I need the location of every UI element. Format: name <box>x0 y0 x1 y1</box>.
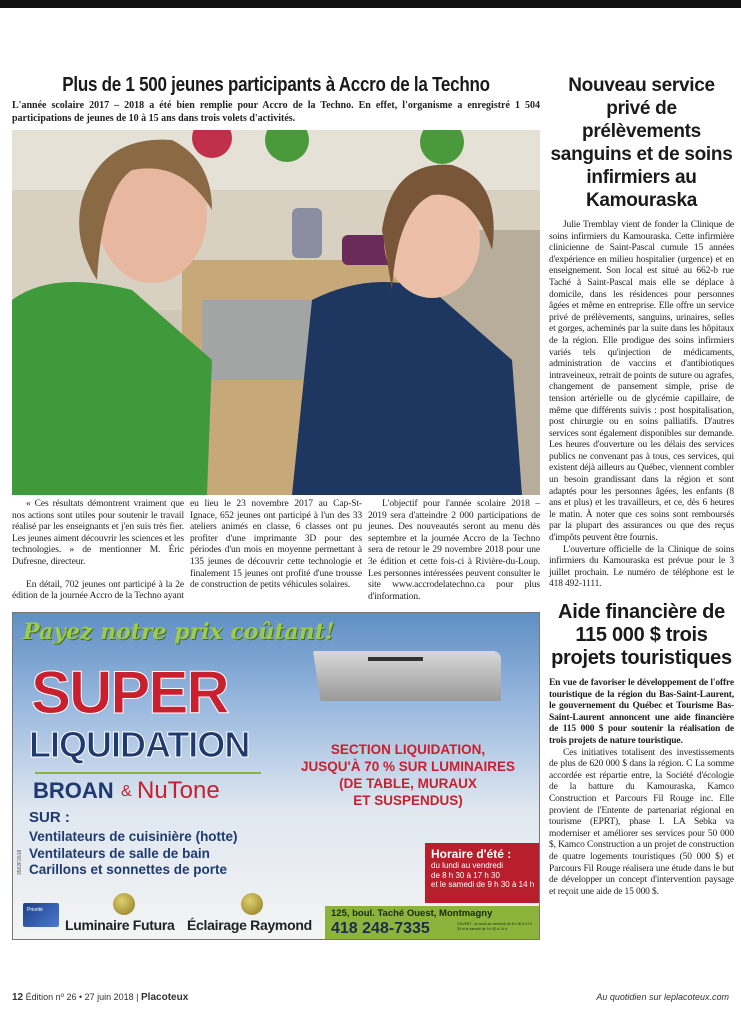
section-line: JUSQU'À 70 % SUR LUMINAIRES <box>301 759 515 774</box>
priority-card-icon: Priorité <box>23 903 59 927</box>
ad-super: SUPER <box>31 659 228 726</box>
headline-tourism: Aide financière de 115 000 $ trois projets touristiques <box>551 601 732 669</box>
address-box <box>325 906 540 940</box>
tourism-article-body <box>549 678 734 898</box>
article-photo <box>12 130 540 495</box>
page-number: 12 <box>12 992 24 1003</box>
paragraph: Julie Tremblay vient de fonder la Clinique de soins infirmiers du Kamouraska. Cette infirmière clinicienne de Saint-Pascal cumule 15 années d'expérience en milieu hospitalier (urgence) et en enseignement. Son local est situé au 662-b rue Taché à Saint-Pascal mais elle se déplace à domicile, dans les résidences pour personnes âgées et même en entreprise. Elle offre un service privé de prélèvements, sanguins, urinaires, selles et gorges, acheminés par la suite dans les hôpitaux de la région. Elle prodigue des soins infirmiers variés tels qu'injection de médicaments, administration de vaccins et d'antibiotiques intraveineux, retrait de points de suture ou agrafes, changement de pansement simple, prise de tension artérielle ou de glycémie capillaire, de même que différents suivis : post hospitalisation, post chirurgie ou en soins palliatifs. D'autres services sont également disponibles sur demande. Les heures d'ouverture ou les délais des services publics ne convenant pas à tous, ces services, qui existent déjà ailleurs au Québec, viennent combler un besoin grandissant dans la région et sont adaptés pour les personnes âgées, les enfants (8 ans et plus) et les travailleurs, et ce, dès 6 heures le matin. À noter que ces soins sont remboursés par la plupart des assurances ou que des reçus d'impôts peuvent être fournis. <box>549 220 734 544</box>
hood-control-panel <box>368 657 423 661</box>
main-column-3 <box>368 499 540 603</box>
paragraph: L'objectif pour l'année scolaire 2018 – 2019 sera d'atteindre 2 000 participations de jeunes. Des nouveautés seront au menu dès septembre et la journée Accro de la Techno sera de retour le 29 novembre 2018 pour une 3e édition et cette fois-ci à Rivière-du-Loup. Les personnes intéressées peuvent consulter le site www.accrodelatechno.ca pour plus d'information. <box>368 499 540 602</box>
section-line: ET SUSPENDUS) <box>353 793 463 808</box>
page-footer-right: Au quotidien sur leplacoteux.com <box>596 992 729 1002</box>
store-address: 125, boul. Taché Ouest, Montmagny <box>331 908 493 919</box>
raymond-logo-icon <box>241 893 263 915</box>
futura-logo-icon <box>113 893 135 915</box>
ad-product-list <box>29 829 238 879</box>
headline-main: Plus de 1 500 jeunes participants à Accro de la Techno <box>62 74 490 96</box>
right-column <box>549 74 734 908</box>
ad-section-text <box>273 741 540 809</box>
nutone-logo: NuTone <box>137 777 220 804</box>
broan-logo: BROAN <box>33 778 114 803</box>
clinic-article-body <box>549 220 734 591</box>
publication-name: Placoteux <box>141 992 189 1003</box>
store-phone[interactable]: 418 248-7335 <box>331 920 430 937</box>
paragraph: L'ouverture officielle de la Clinique de soins infirmiers du Kamouraska est prévue pour le 3 juillet prochain. Le numéro de téléphone est le 418 492-1111. <box>549 544 734 590</box>
paragraph: « Ces résultats démontrent vraiment que nos actions sont utiles pour soutenir le travail réalisé par les enseignants et j'en suis très fier. Les jeunes aiment découvrir les sciences et les technologies. » de mentionner M. Éric Dufresne, directeur. <box>12 499 184 567</box>
hours-line: du lundi au vendredi <box>431 861 504 870</box>
hours-title: Horaire d'été : <box>431 847 512 861</box>
ad-sur: SUR : <box>29 809 70 826</box>
ad-code: 3562F2618 <box>17 849 23 875</box>
ad-liquidation: LIQUIDATION <box>29 724 250 765</box>
paragraph: En détail, 702 jeunes ont participé à la 2e édition de la journée Accro de la Techno ayant <box>12 579 184 602</box>
hours-line: de 8 h 30 à 17 h 30 <box>431 870 500 880</box>
page-footer-left <box>12 992 188 1003</box>
store-raymond: Éclairage Raymond <box>187 917 312 933</box>
summer-hours-box <box>425 843 540 903</box>
hours-line: et le samedi de 9 h 30 à 14 h <box>431 880 535 889</box>
paragraph: Ces initiatives totalisent des investissements de plus de 620 000 $ dans la région. C La somme accordée est répartie entre, la Société d'écologie de la batture du Kamouraska, Kamco Construction et Parcours Fil Rouge inc. Elle provient de l'Entente de partenariat régional en tourisme (EPRT), phase I. LA Sebka va moderniser et améliorer ses services pour 50 000 $, Kamco Construction a un projet de construction de quatre logements touristiques (50 000 $) et Parcours Fil Rouge réalisera une étude dans le but de développer un concept d'intervention paysage et reçoit une aide de 15 000 $. <box>549 747 734 897</box>
ad-tagline: Payez notre prix coûtant! <box>23 619 335 645</box>
ampersand: & <box>121 783 132 800</box>
product-item: Ventilateurs de cuisinière (hotte) <box>29 829 238 844</box>
headline-clinic: Nouveau service privé de prélèvements sanguins et de soins infirmiers au Kamouraska <box>550 75 733 211</box>
product-item: Carillons et sonnettes de porte <box>29 862 228 877</box>
product-item: Ventilateurs de salle de bain <box>29 845 210 861</box>
main-lede: L'année scolaire 2017 – 2018 a été bien remplie pour Accro de la Techno. En effet, l'organisme a enregistré 1 504 participations de jeunes de 10 à 15 ans dans trois volets d'activités. <box>12 100 540 124</box>
advertisement[interactable] <box>12 612 540 940</box>
divider <box>35 772 261 774</box>
opening-hours-small: OUVERT : du lundi au vendredi de 8 h 30 à 17 h 30 et le samedi de 9 h 30 à 14 h <box>457 922 533 931</box>
main-column-1 <box>12 499 184 603</box>
top-border <box>0 0 741 8</box>
edition-info: Édition nº 26 • 27 juin 2018 | <box>25 992 139 1002</box>
section-line: (DE TABLE, MURAUX <box>339 776 477 791</box>
section-line: SECTION LIQUIDATION, <box>330 742 486 757</box>
store-futura: Luminaire Futura <box>65 917 175 933</box>
main-column-2 <box>190 499 362 592</box>
lede: En vue de favoriser le développement de l'offre touristique de la région du Bas-Saint-Laurent, le gouvernement du Québec et Tourisme Bas-Saint-Laurent annoncent une aide financière de 115 000 $ pour soutenir la réalisation de trois projets de nature touristique. <box>549 678 734 746</box>
paragraph: eu lieu le 23 novembre 2017 au Cap-St-Ignace, 652 jeunes ont participé à l'un des 33 ateliers animés en classe, 6 classes ont pu profiter d'une imprimante 3D pour des périodes d'un mois en moyenne permettant à 135 jeunes de découvrir cette technologie et finalement 15 jeunes ont profité d'une trousse de construction de petits véhicules solaires. <box>190 499 362 591</box>
